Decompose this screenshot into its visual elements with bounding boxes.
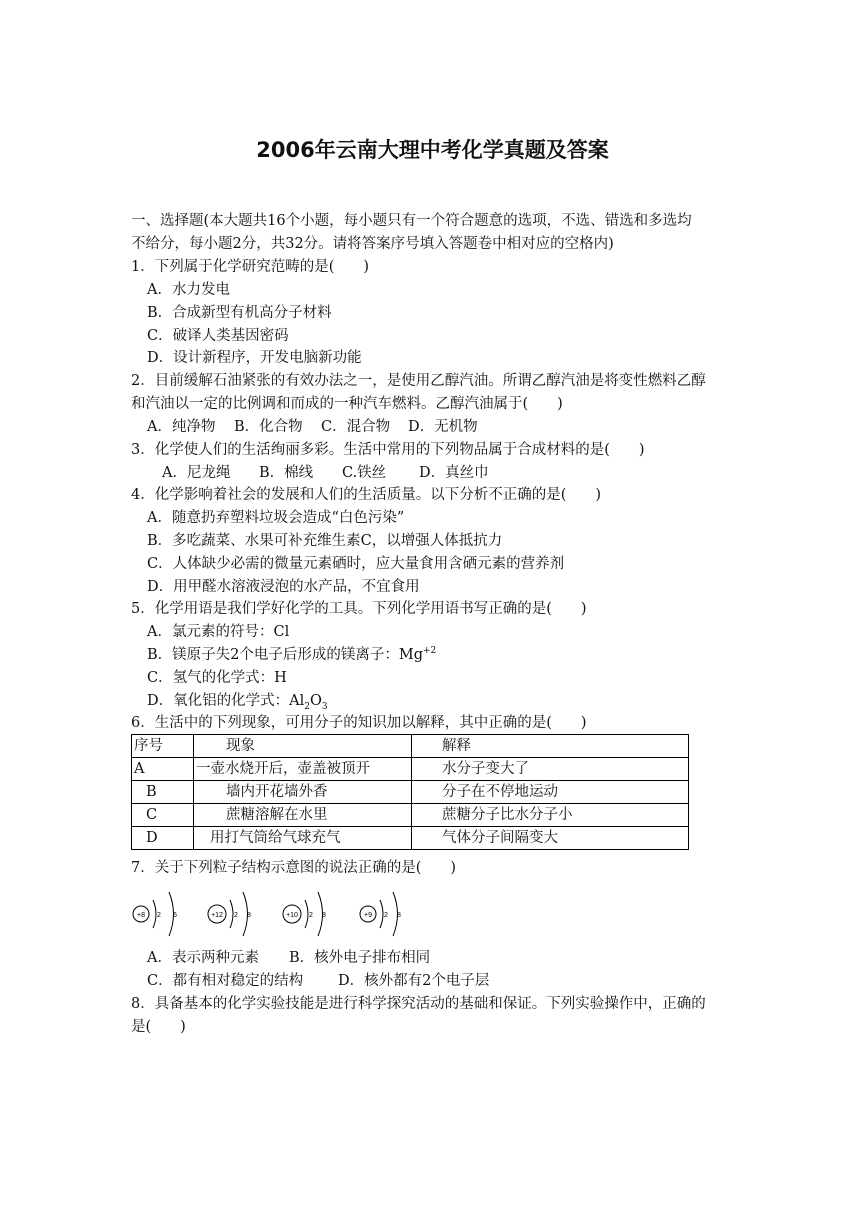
electron-shell-arc xyxy=(230,900,233,928)
table-row xyxy=(132,758,689,781)
question-4-option-c: C．人体缺少必需的微量元素硒时，应大量食用含硒元素的营养剂 xyxy=(147,556,565,572)
question-7-option-d: D．核外都有2个电子层 xyxy=(338,973,490,989)
question-1-stem: 1．下列属于化学研究范畴的是( ) xyxy=(131,259,370,275)
question-6-stem: 6．生活中的下列现象，可用分子的知识加以解释，其中正确的是( ) xyxy=(131,715,587,731)
question-3-stem: 3．化学使人们的生活绚丽多彩。生活中常用的下列物品属于合成材料的是( ) xyxy=(131,442,645,458)
electron-shell-arc xyxy=(153,900,156,928)
table-cell-explanation: 水分子变大了 xyxy=(412,758,689,781)
shell-electron-count: 2 xyxy=(234,912,238,919)
formula-subscript-al: 2 xyxy=(304,701,310,712)
question-3-option-b: B．棉线 xyxy=(259,465,314,481)
question-8-stem-line-2: 是( ) xyxy=(131,1019,186,1035)
table-header-phenomenon: 现象 xyxy=(194,735,412,758)
question-7-option-c: C．都有相对稳定的结构 xyxy=(147,973,304,989)
question-7-option-a: A．表示两种元素 xyxy=(147,950,259,966)
page-title: 2006年云南大理中考化学真题及答案 xyxy=(256,138,609,162)
section-intro-line-2: 不给分，每小题2分，共32分。请将答案序号填入答题卷中相对应的空格内) xyxy=(131,236,614,252)
question-5-option-d-text: D．氧化铝的化学式：Al xyxy=(147,693,305,709)
table-row xyxy=(132,781,689,804)
question-3-option-d: D．真丝巾 xyxy=(419,465,489,481)
particle-structure-diagrams xyxy=(131,886,431,946)
table-cell-index: A xyxy=(132,758,194,781)
question-4-stem: 4．化学影响着社会的发展和人们的生活质量。以下分析不正确的是( ) xyxy=(131,487,602,503)
question-5-option-b xyxy=(147,645,436,665)
magnesium-ion-charge: +2 xyxy=(423,646,437,657)
table-cell-phenomenon: 一壶水烧开后，壶盖被顶开 xyxy=(194,758,412,781)
question-2-options xyxy=(147,417,478,437)
shell-electron-count: 2 xyxy=(309,912,313,919)
shell-electron-count: 8 xyxy=(322,912,326,919)
question-2-option-d: D．无机物 xyxy=(408,419,478,435)
table-cell-phenomenon: 用打气筒给气球充气 xyxy=(194,827,412,850)
shell-electron-count: 8 xyxy=(247,912,251,919)
question-4-option-b: B．多吃蔬菜、水果可补充维生素C，以增强人体抵抗力 xyxy=(147,533,503,549)
question-7-stem: 7．关于下列粒子结构示意图的说法正确的是( ) xyxy=(131,860,457,876)
table-cell-index: C xyxy=(132,804,194,827)
electron-shell-arc xyxy=(305,900,308,928)
question-6-table xyxy=(131,734,689,850)
nucleus-charge: +12 xyxy=(211,912,223,919)
nucleus-charge: +8 xyxy=(137,912,145,919)
question-4-option-a: A．随意扔弃塑料垃圾会造成“白色污染” xyxy=(147,510,405,526)
question-1-option-a: A．水力发电 xyxy=(147,282,230,298)
table-cell-index: B xyxy=(132,781,194,804)
shell-electron-count: 8 xyxy=(397,912,401,919)
nucleus-charge: +10 xyxy=(286,912,298,919)
formula-subscript-o: 3 xyxy=(321,701,328,712)
question-4-option-d: D．用甲醛水溶液浸泡的水产品，不宜食用 xyxy=(147,579,420,595)
question-2-stem-line-2: 和汽油以一定的比例调和而成的一种汽车燃料。乙醇汽油属于( ) xyxy=(131,396,563,412)
question-5-option-c: C．氢气的化学式：H xyxy=(147,670,287,686)
atom-diagram-3 xyxy=(283,892,326,936)
section-intro-line-1: 一、选择题(本大题共16个小题，每小题只有一个符合题意的选项，不选、错选和多选均 xyxy=(131,213,692,229)
question-1-option-c: C．破译人类基因密码 xyxy=(147,328,289,344)
question-7-options-row-2 xyxy=(147,971,489,991)
table-header-index: 序号 xyxy=(132,735,194,758)
shell-electron-count: 2 xyxy=(157,912,161,919)
atom-diagram-4 xyxy=(360,892,401,936)
question-5-option-a: A．氯元素的符号：Cl xyxy=(147,624,290,640)
question-5-stem: 5．化学用语是我们学好化学的工具。下列化学用语书写正确的是( ) xyxy=(131,601,587,617)
table-cell-index: D xyxy=(132,827,194,850)
table-header-explanation: 解释 xyxy=(412,735,689,758)
table-cell-explanation: 蔗糖分子比水分子小 xyxy=(412,804,689,827)
question-2-option-b: B．化合物 xyxy=(234,419,303,435)
table-header-row xyxy=(132,735,689,758)
question-1-option-b: B．合成新型有机高分子材料 xyxy=(147,305,332,321)
atom-diagram-1 xyxy=(133,892,177,936)
question-8-stem-line-1: 8．具备基本的化学实验技能是进行科学探究活动的基础和保证。下列实验操作中，正确的 xyxy=(131,996,706,1012)
shell-electron-count: 2 xyxy=(384,912,388,919)
atom-diagram-2 xyxy=(208,892,251,936)
table-row xyxy=(132,804,689,827)
table-cell-phenomenon: 蔗糖溶解在水里 xyxy=(194,804,412,827)
table-row xyxy=(132,827,689,850)
electron-shell-arc xyxy=(380,900,383,928)
question-3-option-a: A．尼龙绳 xyxy=(162,465,231,481)
table-cell-explanation: 分子在不停地运动 xyxy=(412,781,689,804)
question-5-option-d xyxy=(147,691,328,711)
question-7-option-b: B．核外电子排布相同 xyxy=(289,950,431,966)
nucleus-charge: +9 xyxy=(364,912,372,919)
question-5-option-b-text: B．镁原子失2个电子后形成的镁离子：Mg xyxy=(147,647,424,663)
table-cell-explanation: 气体分子间隔变大 xyxy=(412,827,689,850)
shell-electron-count: 6 xyxy=(173,912,177,919)
question-2-option-a: A．纯净物 xyxy=(147,419,216,435)
table-cell-phenomenon: 墙内开花墙外香 xyxy=(194,781,412,804)
formula-oxygen: O xyxy=(309,693,322,709)
question-3-option-c: C.铁丝 xyxy=(342,465,387,481)
question-1-option-d: D．设计新程序，开发电脑新功能 xyxy=(147,350,362,366)
question-2-option-c: C．混合物 xyxy=(321,419,391,435)
question-2-stem-line-1: 2．目前缓解石油紧张的有效办法之一，是使用乙醇汽油。所谓乙醇汽油是将变性燃料乙醇 xyxy=(131,373,706,389)
question-3-options xyxy=(162,463,489,483)
question-7-options-row-1 xyxy=(147,948,430,968)
